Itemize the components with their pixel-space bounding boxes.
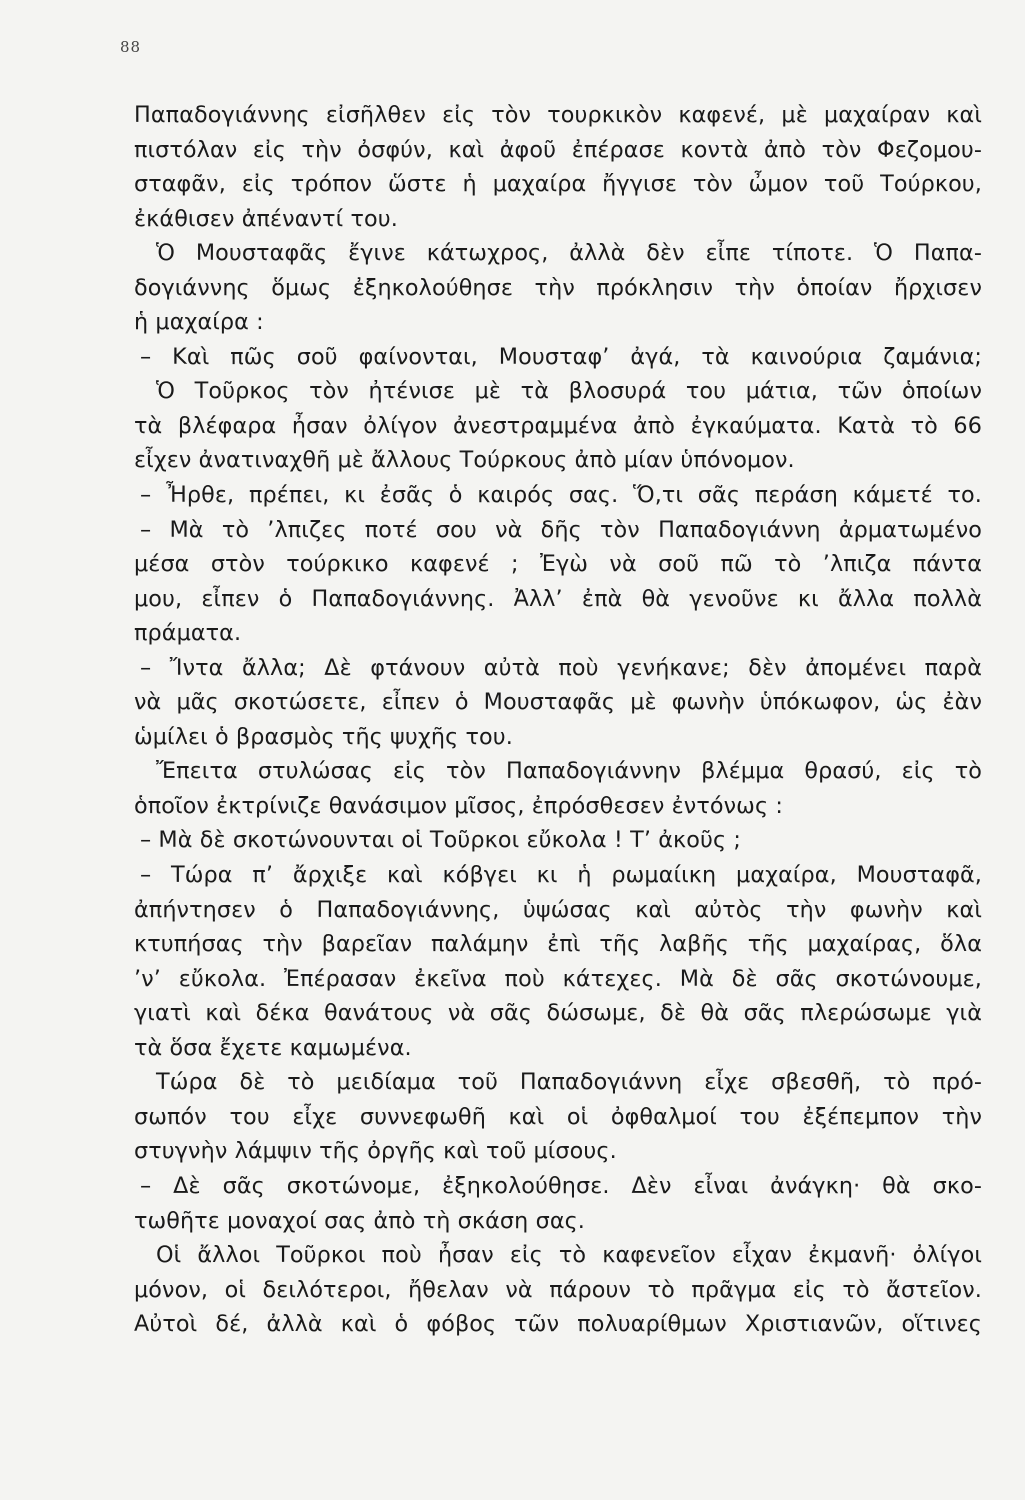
text-line: ἡ μαχαίρα :: [134, 309, 264, 336]
page-number: 88: [120, 38, 142, 56]
text-line: τωθῆτε μοναχοί σας ἀπὸ τὴ σκάση σας.: [134, 1207, 585, 1234]
text-line: ὁποῖον ἐκτρίνιζε θανάσιμον μῖσος, ἐπρόσθεσεν ἐντόνως :: [134, 792, 783, 819]
text-line: πιστόλαν εἰς τὴν ὀσφύν, καὶ ἀφοῦ ἐπέρασε κοντὰ ἀπὸ τὸν Φεζομου-: [134, 136, 982, 163]
text-line: τὰ ὅσα ἔχετε καμωμένα.: [134, 1034, 412, 1061]
text-line: – Ἦρθε, πρέπει, κι ἐσᾶς ὁ καιρός σας. Ὅ,τι σᾶς περάση κάμετέ το.: [140, 482, 982, 509]
text-line: τὰ βλέφαρα ἦσαν ὀλίγον ἀνεστραμμένα ἀπὸ ἐγκαύματα. Κατὰ τὸ 66: [134, 412, 982, 439]
text-line: – Καὶ πῶς σοῦ φαίνονται, Μουσταφ’ ἀγά, τὰ καινούρια ζαμάνια;: [140, 343, 982, 370]
text-line: σταφᾶν, εἰς τρόπον ὥστε ἡ μαχαίρα ἤγγισε τὸν ὦμον τοῦ Τούρκου,: [134, 171, 982, 198]
text-line: Οἱ ἄλλοι Τοῦρκοι ποὺ ἦσαν εἰς τὸ καφενεῖον εἶχαν ἐκμανῆ· ὀλίγοι: [156, 1242, 982, 1269]
text-line: μου, εἶπεν ὁ Παπαδογιάννης. Ἀλλ’ ἐπὰ θὰ γενοῦνε κι ἄλλα πολλὰ: [134, 585, 982, 612]
body-text: [134, 98, 982, 1342]
text-line: – Δὲ σᾶς σκοτώνομε, ἐξηκολούθησε. Δὲν εἶναι ἀνάγκη· θὰ σκο-: [140, 1172, 982, 1199]
text-line: γιατὶ καὶ δέκα θανάτους νὰ σᾶς δώσωμε, δὲ θὰ σᾶς πλερώσωμε γιὰ: [134, 1000, 982, 1027]
text-line: – Τώρα π’ ἄρχιξε καὶ κόβγει κι ἡ ρωμαίικη μαχαίρα, Μουσταφᾶ,: [140, 862, 982, 889]
text-line: Παπαδογιάννης εἰσῆλθεν εἰς τὸν τουρκικὸν καφενέ, μὲ μαχαίραν καὶ: [134, 102, 982, 128]
text-line: κτυπήσας τὴν βαρεῖαν παλάμην ἐπὶ τῆς λαβῆς τῆς μαχαίρας, ὅλα: [134, 931, 982, 958]
text-line: ἐκάθισεν ἀπέναντί του.: [134, 205, 398, 232]
text-line: ’ν’ εὔκολα. Ἐπέρασαν ἐκεῖνα ποὺ κάτεχες. Μὰ δὲ σᾶς σκοτώνουμε,: [134, 965, 982, 992]
text-line: Τώρα δὲ τὸ μειδίαμα τοῦ Παπαδογιάννη εἶχε σβεσθῆ, τὸ πρό-: [156, 1069, 982, 1096]
text-line: ἀπήντησεν ὁ Παπαδογιάννης, ὑψώσας καὶ αὐτὸς τὴν φωνὴν καὶ: [134, 896, 982, 923]
text-line: – Μὰ τὸ ’λπιζες ποτέ σου νὰ δῆς τὸν Παπαδογιάννη ἀρματωμένο: [140, 516, 982, 543]
text-line: μέσα στὸν τούρκικο καφενέ ; Ἐγὼ νὰ σοῦ πῶ τὸ ’λπιζα πάντα: [134, 551, 982, 578]
text-line: στυγνὴν λάμψιν τῆς ὀργῆς καὶ τοῦ μίσους.: [134, 1138, 617, 1165]
text-line: δογιάννης ὅμως ἐξηκολούθησε τὴν πρόκλησιν τὴν ὁποίαν ἤρχισεν: [134, 274, 982, 301]
text-line: σωπόν του εἶχε συννεφωθῆ καὶ οἱ ὀφθαλμοί του ἐξέπεμπον τὴν: [134, 1103, 982, 1130]
text-line: Ἔπειτα στυλώσας εἰς τὸν Παπαδογιάννην βλέμμα θρασύ, εἰς τὸ: [156, 758, 982, 785]
text-line: μόνον, οἱ δειλότεροι, ἤθελαν νὰ πάρουν τὸ πρᾶγμα εἰς τὸ ἄστεῖον.: [134, 1276, 982, 1303]
text-line: εἶχεν ἀνατιναχθῆ μὲ ἄλλους Τούρκους ἀπὸ μίαν ὑπόνομον.: [134, 447, 795, 474]
text-line: Ὁ Τοῦρκος τὸν ἠτένισε μὲ τὰ βλοσυρά του μάτια, τῶν ὁποίων: [156, 378, 982, 405]
text-line: νὰ μᾶς σκοτώσετε, εἶπεν ὁ Μουσταφᾶς μὲ φωνὴν ὑπόκωφον, ὡς ἐὰν: [134, 689, 982, 716]
text-line: πράματα.: [134, 620, 242, 647]
text-line: Αὐτοὶ δέ, ἀλλὰ καὶ ὁ φόβος τῶν πολυαρίθμων Χριστιανῶν, οἵτινες: [134, 1311, 982, 1338]
text-line: – Μὰ δὲ σκοτώνουνται οἱ Τοῦρκοι εὔκολα ! Τ’ ἀκοῦς ;: [140, 827, 741, 854]
text-line: – Ἴντα ἄλλα; Δὲ φτάνουν αὐτὰ ποὺ γενήκανε; δὲν ἀπομένει παρὰ: [140, 654, 982, 681]
text-line: Ὁ Μουσταφᾶς ἔγινε κάτωχρος, ἀλλὰ δὲν εἶπε τίποτε. Ὁ Παπα-: [156, 240, 982, 267]
text-line: ὡμίλει ὁ βρασμὸς τῆς ψυχῆς του.: [134, 723, 513, 750]
